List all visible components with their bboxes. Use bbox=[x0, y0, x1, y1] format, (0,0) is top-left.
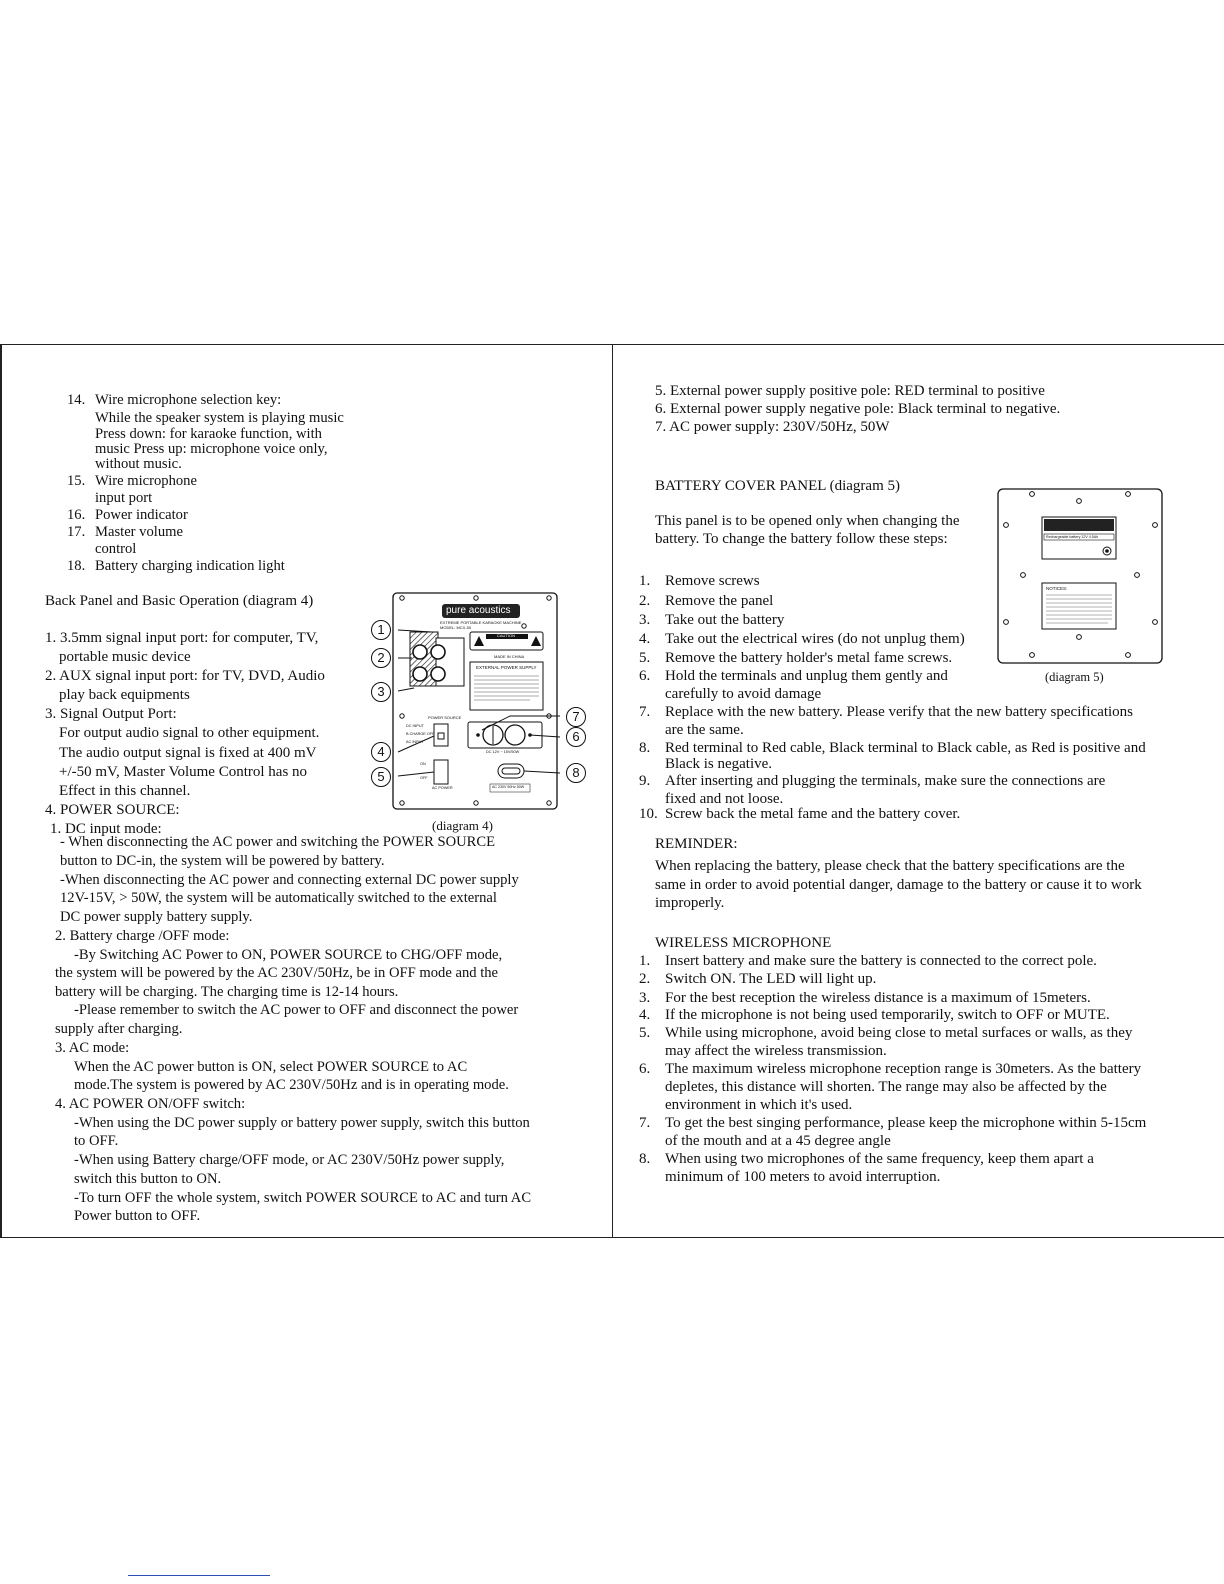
ac-mode-line: mode.The system is powered by AC 230V/50Hz and is in operating mode. bbox=[74, 1077, 509, 1093]
step-text: Take out the battery bbox=[665, 612, 785, 628]
item-text: Wire microphone selection key: bbox=[95, 392, 282, 408]
step-8-line: Black is negative. bbox=[665, 756, 773, 772]
item-17 bbox=[67, 523, 183, 541]
battery-mode-line: the system will be powered by the AC 230V/50Hz, be in OFF mode and the bbox=[55, 965, 499, 981]
step-text: After inserting and plugging the terminals, make sure the connections are bbox=[665, 773, 1106, 789]
step-9-line: fixed and not loose. bbox=[665, 791, 784, 807]
step-text: Take out the electrical wires (do not unplug them) bbox=[665, 631, 965, 647]
step-7-line: are the same. bbox=[665, 722, 744, 738]
step-2 bbox=[639, 592, 773, 610]
ext-power-line: 5. External power supply positive pole: RED terminal to positive bbox=[655, 383, 1045, 399]
step-number: 7. bbox=[639, 704, 651, 720]
battery-cover-intro: This panel is to be opened only when changing the bbox=[655, 513, 960, 529]
item-number: 17. bbox=[67, 524, 86, 540]
item-15-line: input port bbox=[95, 490, 153, 506]
dc-rating-label: DC 12V ~ 15V/50W bbox=[486, 750, 520, 754]
model-line: EXTREME PORTABLE KARAOKE MACHINE bbox=[440, 620, 522, 625]
battery-mode-line: battery will be charging. The charging time is 12-14 hours. bbox=[55, 984, 399, 1000]
wireless-number: 5. bbox=[639, 1025, 651, 1041]
item-text: Battery charging indication light bbox=[95, 558, 285, 574]
item-14 bbox=[67, 391, 281, 409]
step-1 bbox=[639, 572, 760, 590]
battery-cover-heading: BATTERY COVER PANEL (diagram 5) bbox=[655, 478, 900, 494]
callout-3: 3 bbox=[371, 682, 391, 702]
step-text: Remove screws bbox=[665, 573, 760, 589]
port-line: For output audio signal to other equipment. bbox=[59, 725, 320, 741]
made-in-label: MADE IN CHINA bbox=[494, 654, 525, 659]
item-14-line: While the speaker system is playing music bbox=[95, 410, 344, 426]
step-6-line: carefully to avoid damage bbox=[665, 686, 822, 702]
step-9 bbox=[639, 772, 1105, 790]
item-14-line: without music. bbox=[95, 456, 182, 472]
diagram-5-caption: (diagram 5) bbox=[1045, 670, 1104, 684]
step-text: Screw back the metal fame and the battery cover. bbox=[665, 806, 961, 822]
ext-power-label: EXTERNAL POWER SUPPLY bbox=[476, 665, 537, 670]
diagram-4 bbox=[390, 590, 590, 815]
ext-power-line: 6. External power supply negative pole: Black terminal to negative. bbox=[655, 401, 1061, 417]
diagram-4-caption: (diagram 4) bbox=[432, 818, 494, 833]
wireless-1 bbox=[639, 952, 1097, 970]
wireless-4 bbox=[639, 1006, 1110, 1024]
wireless-number: 6. bbox=[639, 1061, 651, 1077]
item-number: 18. bbox=[67, 558, 86, 574]
wireless-text: Insert battery and make sure the battery is connected to the correct pole. bbox=[665, 953, 1097, 969]
reminder-line: improperly. bbox=[655, 895, 725, 911]
callout-7: 7 bbox=[566, 707, 586, 727]
ac-switch-line: switch this button to ON. bbox=[74, 1171, 222, 1187]
port-line: 2. AUX signal input port: for TV, DVD, Audio bbox=[45, 668, 325, 684]
port-line: 1. 3.5mm signal input port: for computer, TV, bbox=[45, 630, 319, 646]
wireless-number: 1. bbox=[639, 953, 651, 969]
item-text: Wire microphone bbox=[95, 473, 197, 489]
wireless-number: 2. bbox=[639, 971, 651, 987]
item-number: 16. bbox=[67, 507, 86, 523]
callout-1: 1 bbox=[371, 620, 391, 640]
ac-mode-line: When the AC power button is ON, select POWER SOURCE to AC bbox=[74, 1059, 468, 1075]
wireless-7 bbox=[639, 1114, 1146, 1132]
step-text: Replace with the new battery. Please verify that the new battery specifications bbox=[665, 704, 1134, 720]
column-divider bbox=[612, 344, 613, 1238]
callout-2: 2 bbox=[371, 648, 391, 668]
step-text: Remove the panel bbox=[665, 593, 774, 609]
ac-switch-heading: 4. AC POWER ON/OFF switch: bbox=[55, 1096, 246, 1112]
step-number: 3. bbox=[639, 612, 651, 628]
item-16 bbox=[67, 506, 188, 524]
battery-spec-label: Rechargeable battery 12V 4.5Ah bbox=[1046, 535, 1099, 539]
ac-switch-line: -To turn OFF the whole system, switch POWER SOURCE to AC and turn AC bbox=[74, 1190, 532, 1206]
bottom-link-underline[interactable] bbox=[128, 1575, 270, 1576]
frame-left-border bbox=[0, 344, 2, 1238]
wireless-heading: WIRELESS MICROPHONE bbox=[655, 935, 832, 951]
wireless-text: Switch ON. The LED will light up. bbox=[665, 971, 877, 987]
ac-switch-line: Power button to OFF. bbox=[74, 1208, 201, 1224]
brand-logo-text: pure acoustics bbox=[446, 605, 511, 616]
port-line: play back equipments bbox=[59, 687, 190, 703]
battery-mode-line: -By Switching AC Power to ON, POWER SOURCE to CHG/OFF mode, bbox=[74, 947, 503, 963]
ac-power-label: AC POWER bbox=[432, 786, 453, 790]
battery-cover-intro: battery. To change the battery follow these steps: bbox=[655, 531, 948, 547]
step-text: Remove the battery holder's metal fame screws. bbox=[665, 650, 953, 666]
callout-8: 8 bbox=[566, 763, 586, 783]
port-line: 3. Signal Output Port: bbox=[45, 706, 177, 722]
ac-mode-heading: 3. AC mode: bbox=[55, 1040, 130, 1056]
reminder-heading: REMINDER: bbox=[655, 836, 738, 852]
on-label: ON bbox=[420, 762, 426, 766]
ac-switch-line: -When using the DC power supply or battery power supply, switch this button bbox=[74, 1115, 530, 1131]
dc-input-label: DC INPUT bbox=[406, 724, 424, 728]
wireless-text: The maximum wireless microphone reception range is 30meters. As the battery bbox=[665, 1061, 1142, 1077]
off-label: OFF bbox=[420, 776, 428, 780]
ac-input-label: AC INPUT bbox=[406, 740, 424, 744]
wireless-text: If the microphone is not being used temporarily, switch to OFF or MUTE. bbox=[665, 1007, 1110, 1023]
item-15 bbox=[67, 472, 197, 490]
back-panel-heading: Back Panel and Basic Operation (diagram 4) bbox=[45, 593, 314, 609]
dc-mode-line: 12V-15V, > 50W, the system will be automatically switched to the external bbox=[60, 890, 497, 906]
item-text: Master volume bbox=[95, 524, 183, 540]
step-3 bbox=[639, 611, 784, 629]
notice-label: NOTICES: bbox=[1046, 586, 1068, 591]
dc-mode-heading: 1. DC input mode: bbox=[50, 821, 162, 837]
step-number: 10. bbox=[639, 806, 658, 822]
wireless-text: To get the best singing performance, please keep the microphone within 5-15cm bbox=[665, 1115, 1147, 1131]
wireless-text: When using two microphones of the same frequency, keep them apart a bbox=[665, 1151, 1094, 1167]
step-number: 9. bbox=[639, 773, 651, 789]
power-source-heading: 4. POWER SOURCE: bbox=[45, 802, 180, 818]
wireless-6 bbox=[639, 1060, 1141, 1078]
step-text: Red terminal to Red cable, Black terminal to Black cable, as Red is positive and bbox=[665, 740, 1146, 756]
wireless-2 bbox=[639, 970, 876, 988]
port-line: portable music device bbox=[59, 649, 191, 665]
model-line: MODEL: MCX-50 bbox=[440, 625, 472, 630]
port-line: The audio output signal is fixed at 400 mV bbox=[59, 745, 317, 761]
wireless-6-line: environment in which it's used. bbox=[665, 1097, 853, 1113]
step-5 bbox=[639, 649, 952, 667]
wireless-number: 4. bbox=[639, 1007, 651, 1023]
ac-switch-line: to OFF. bbox=[74, 1133, 119, 1149]
reminder-line: same in order to avoid potential danger, damage to the battery or cause it to work bbox=[655, 877, 1142, 893]
diagram-5 bbox=[996, 487, 1166, 667]
wireless-8-line: minimum of 100 meters to avoid interruption. bbox=[665, 1169, 941, 1185]
step-number: 4. bbox=[639, 631, 651, 647]
wireless-6-line: depletes, this distance will shorten. The range may also be affected by the bbox=[665, 1079, 1107, 1095]
wireless-5-line: may affect the wireless transmission. bbox=[665, 1043, 887, 1059]
power-source-label: POWER SOURCE bbox=[428, 715, 462, 720]
step-7 bbox=[639, 703, 1133, 721]
step-number: 1. bbox=[639, 573, 651, 589]
step-number: 5. bbox=[639, 650, 651, 666]
item-number: 14. bbox=[67, 392, 86, 408]
step-number: 2. bbox=[639, 593, 651, 609]
wireless-8 bbox=[639, 1150, 1094, 1168]
item-text: Power indicator bbox=[95, 507, 188, 523]
ext-power-line: 7. AC power supply: 230V/50Hz, 50W bbox=[655, 419, 890, 435]
port-line: Effect in this channel. bbox=[59, 783, 191, 799]
wireless-number: 3. bbox=[639, 990, 651, 1006]
item-14-line: Press down: for karaoke function, with bbox=[95, 426, 322, 442]
step-10 bbox=[639, 805, 960, 823]
step-6 bbox=[639, 667, 948, 685]
dc-mode-line: - When disconnecting the AC power and switching the POWER SOURCE bbox=[60, 834, 496, 850]
ac-rating-label: AC 230V 50Hz 50W bbox=[492, 785, 525, 789]
chg-off-label: B.CHARGE OFF bbox=[406, 732, 435, 736]
dc-mode-line: button to DC-in, the system will be powered by battery. bbox=[60, 853, 385, 869]
battery-mode-line: -Please remember to switch the AC power to OFF and disconnect the power bbox=[74, 1002, 519, 1018]
wireless-text: While using microphone, avoid being close to metal surfaces or walls, as they bbox=[665, 1025, 1133, 1041]
step-number: 8. bbox=[639, 740, 651, 756]
item-17-line: control bbox=[95, 541, 137, 557]
wireless-number: 8. bbox=[639, 1151, 651, 1167]
callout-4: 4 bbox=[371, 742, 391, 762]
dc-mode-line: -When disconnecting the AC power and connecting external DC power supply bbox=[60, 872, 519, 888]
wireless-text: For the best reception the wireless distance is a maximum of 15meters. bbox=[665, 990, 1091, 1006]
ac-switch-line: -When using Battery charge/OFF mode, or AC 230V/50Hz power supply, bbox=[74, 1152, 505, 1168]
caution-label: CAUTION bbox=[497, 633, 515, 638]
item-14-line: music Press up: microphone voice only, bbox=[95, 441, 328, 457]
port-line: +/-50 mV, Master Volume Control has no bbox=[59, 764, 308, 780]
wireless-7-line: of the mouth and at a 45 degree angle bbox=[665, 1133, 891, 1149]
reminder-line: When replacing the battery, please check that the battery specifications are the bbox=[655, 858, 1125, 874]
wireless-number: 7. bbox=[639, 1115, 651, 1131]
step-4 bbox=[639, 630, 965, 648]
wireless-5 bbox=[639, 1024, 1132, 1042]
battery-cover-drawing bbox=[996, 487, 1166, 667]
item-18 bbox=[67, 557, 285, 575]
callout-6: 6 bbox=[566, 727, 586, 747]
dc-mode-line: DC power supply battery supply. bbox=[60, 909, 253, 925]
battery-mode-heading: 2. Battery charge /OFF mode: bbox=[55, 928, 230, 944]
step-text: Hold the terminals and unplug them gently and bbox=[665, 668, 948, 684]
step-number: 6. bbox=[639, 668, 651, 684]
callout-5: 5 bbox=[371, 767, 391, 787]
item-number: 15. bbox=[67, 473, 86, 489]
wireless-3 bbox=[639, 989, 1091, 1007]
battery-mode-line: supply after charging. bbox=[55, 1021, 183, 1037]
